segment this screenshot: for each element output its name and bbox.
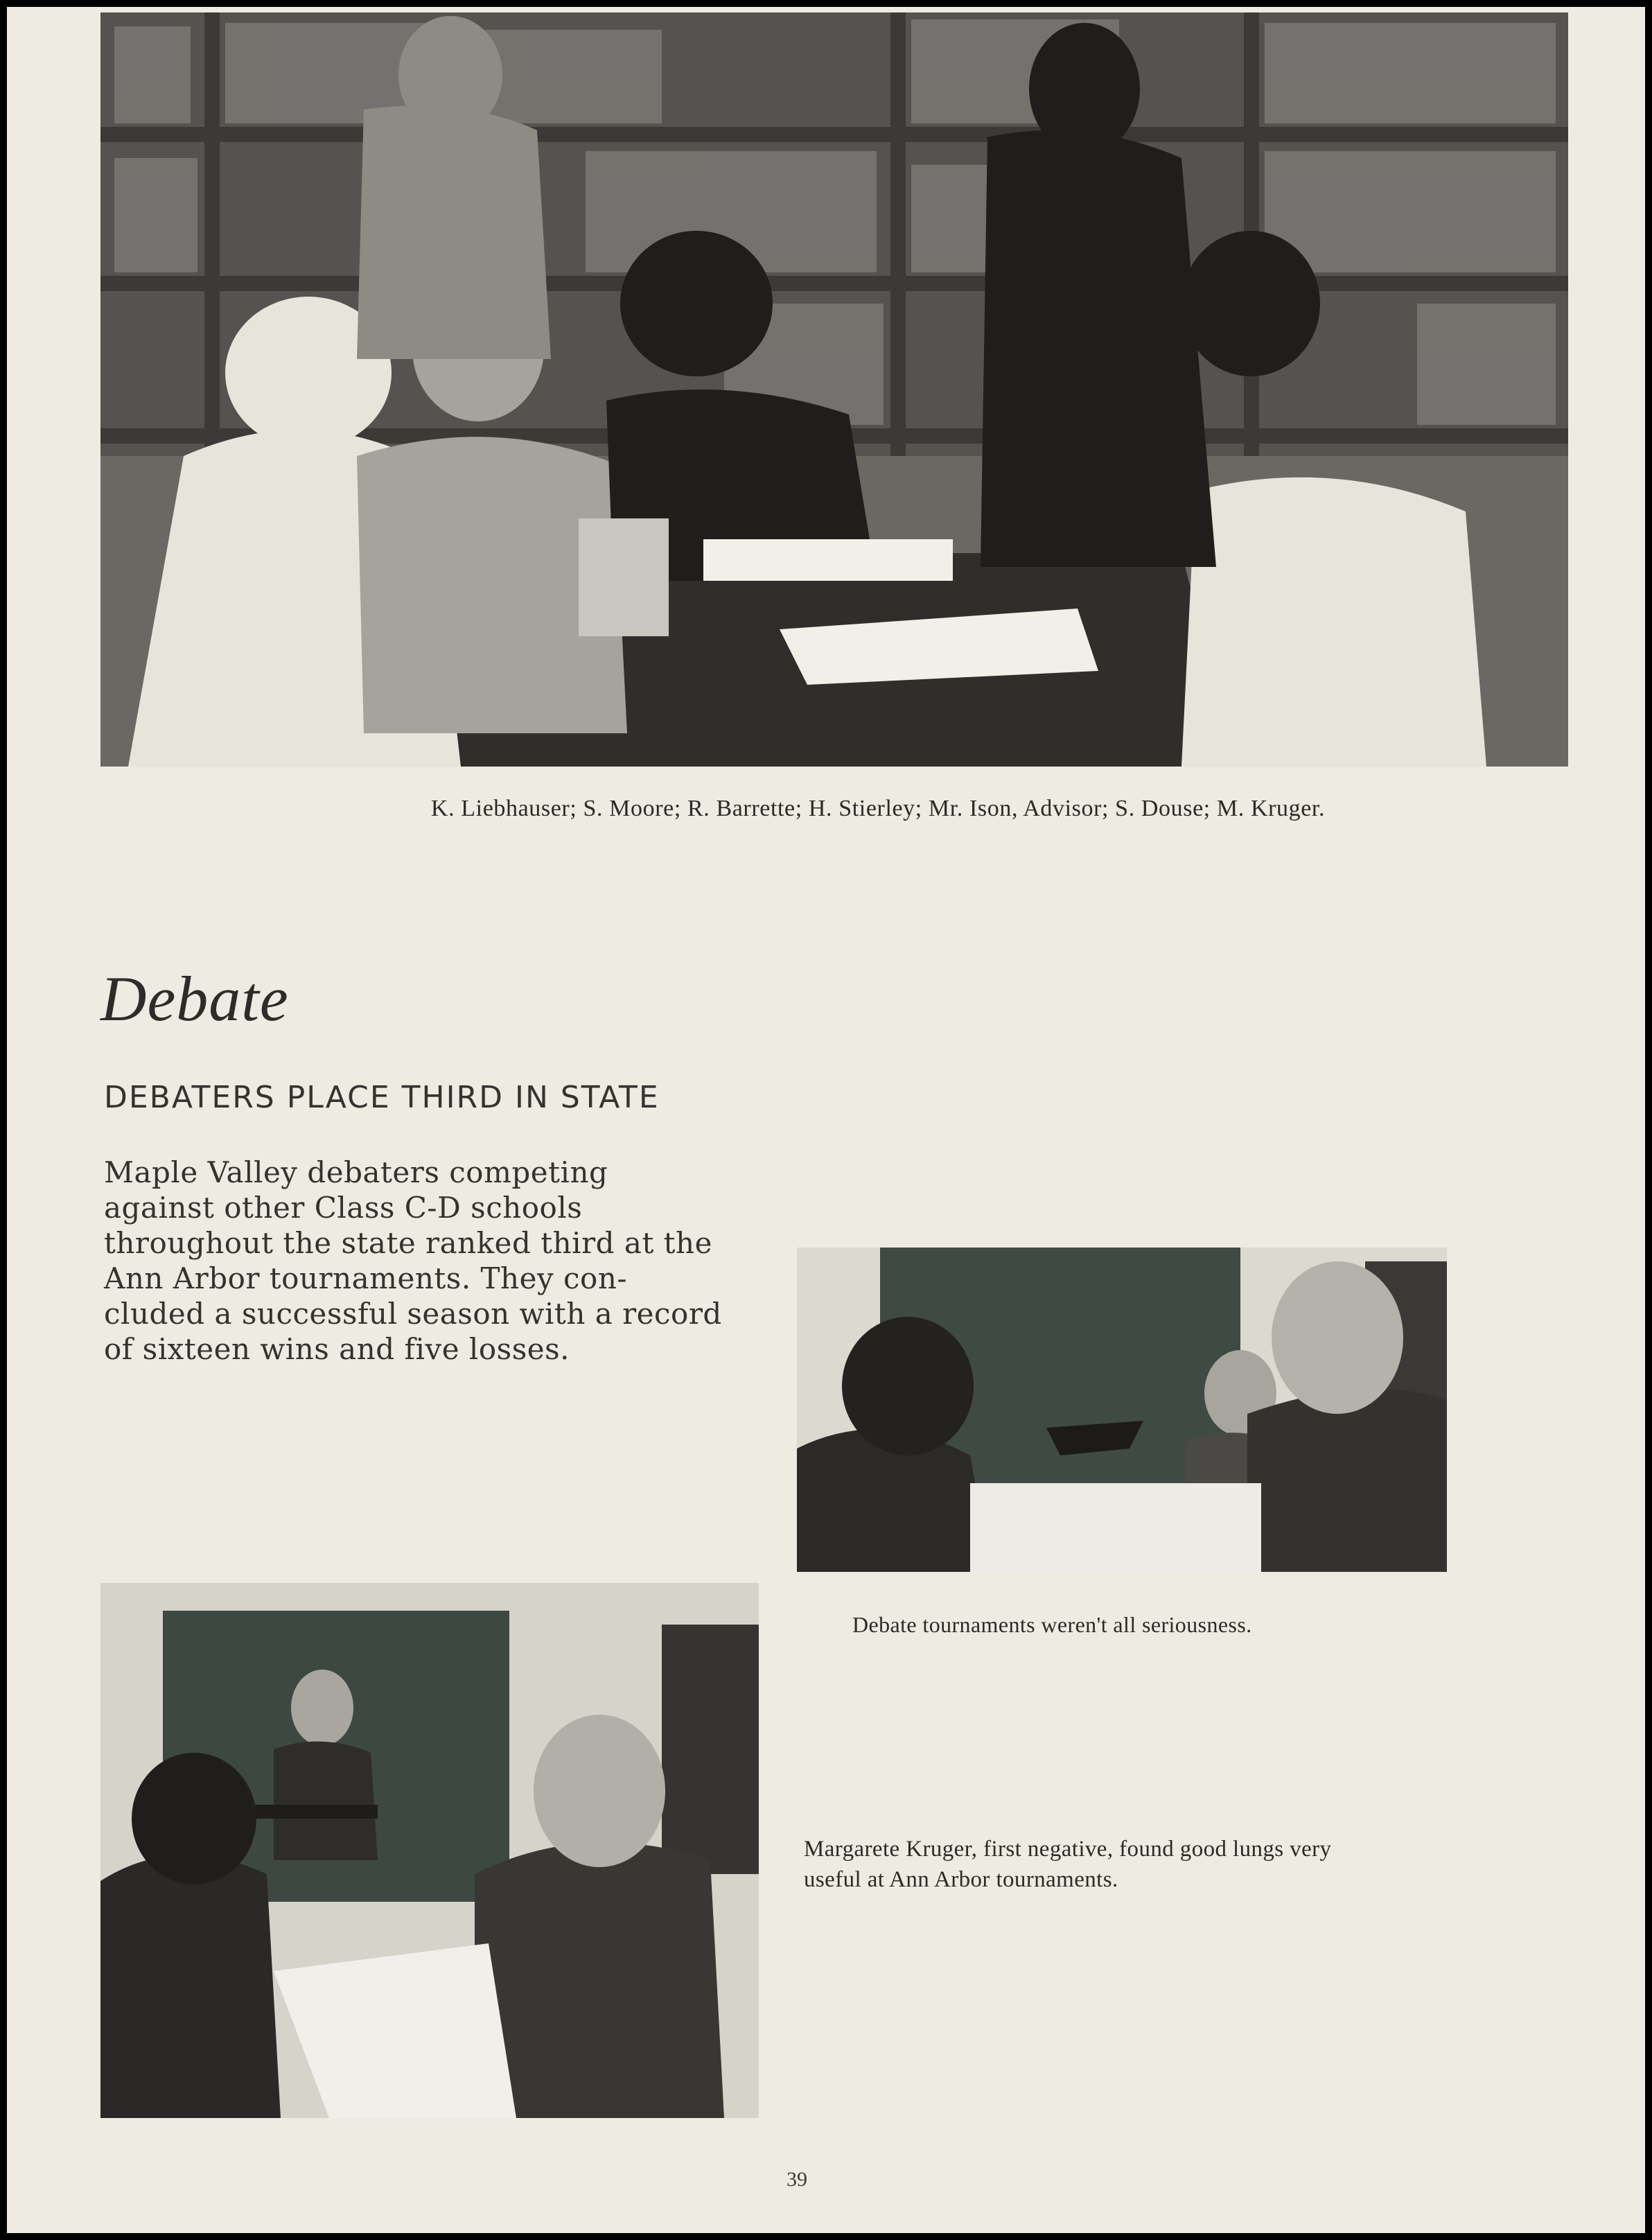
debate-photo-2-caption — [804, 1834, 1538, 1895]
body-line: cluded a successful season with a record — [104, 1297, 722, 1331]
group-photo — [100, 12, 1568, 767]
body-line: Ann Arbor tournaments. They con- — [104, 1261, 628, 1295]
group-photo-caption: K. Liebhauser; S. Moore; R. Barrette; H. Stierley; Mr. Ison, Advisor; S. Douse; M. Kruger. — [430, 796, 1326, 821]
caption-line: useful at Ann Arbor tournaments. — [804, 1867, 1118, 1892]
body-line: throughout the state ranked third at the — [104, 1226, 712, 1260]
page-number: 39 — [787, 2168, 807, 2191]
section-title: Debate — [100, 963, 289, 1034]
group-photo-image — [100, 12, 1568, 767]
debate-photo-1 — [797, 1248, 1447, 1572]
debate-photo-1-caption: Debate tournaments weren't all seriousness. — [852, 1612, 1252, 1637]
caption-line: Margarete Kruger, first negative, found good lungs very — [804, 1837, 1332, 1862]
headline: DEBATERS PLACE THIRD IN STATE — [104, 1080, 660, 1115]
body-line: Maple Valley debaters competing — [104, 1155, 608, 1189]
yearbook-page — [7, 7, 1645, 2233]
debate-photo-2 — [100, 1583, 759, 2118]
debate-photo-1-image — [797, 1248, 1447, 1572]
body-line: against other Class C-D schools — [104, 1191, 583, 1225]
debate-photo-2-image — [100, 1583, 759, 2118]
body-line: of sixteen wins and five losses. — [104, 1332, 570, 1366]
body-text — [104, 1155, 797, 1367]
